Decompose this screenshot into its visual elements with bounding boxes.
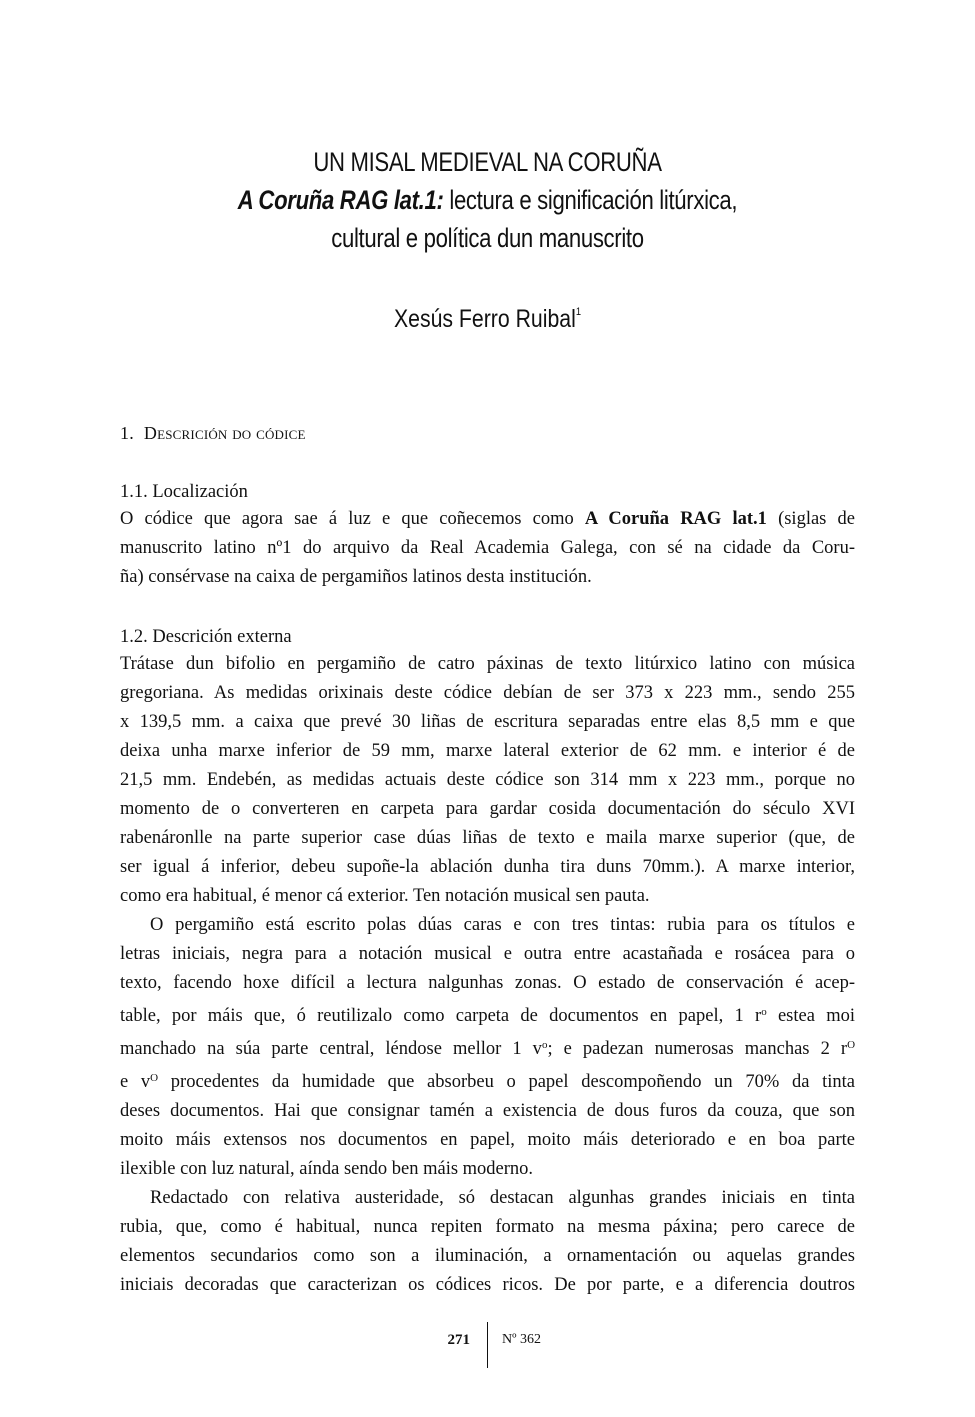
text-line: x 139,5 mm. a caixa que prevé 30 liñas de escritura separadas entre elas 8,5 mm e que: [120, 712, 855, 732]
author-name: Xesús Ferro Ruibal: [393, 305, 576, 333]
text-run: e v: [120, 1072, 151, 1092]
text-line: [120, 505, 855, 534]
superscript: o: [761, 1006, 767, 1018]
text-run: table, por máis que, ó reutilizalo como carpeta de documentos en papel, 1 r: [120, 1006, 762, 1026]
superscript: O: [150, 1072, 159, 1084]
text-line: Redactado con relativa austeridade, só destacan algunhas grandes iniciais en tinta: [150, 1188, 855, 1208]
text-line: iniciais decoradas que caracterizan os códices ricos. De por parte, e a diferencia doutros: [120, 1275, 855, 1295]
title-line-3: cultural e política dun manuscrito: [331, 223, 644, 253]
title-line-2-rest: lectura e significación litúrxica,: [443, 185, 738, 215]
manuscript-siglum: A Coruña RAG lat.1: [584, 509, 767, 529]
text-line: 21,5 mm. Endebén, as medidas actuais deste códice son 314 mm x 223 mm., porque no: [120, 770, 855, 790]
superscript: O: [847, 1039, 856, 1051]
text-line: [120, 998, 855, 1031]
text-line: letras iniciais, negra para a notación musical e outra entre acastañada e rosácea para o: [120, 944, 855, 964]
text-run: estea moi: [766, 1006, 855, 1026]
paragraph-3: [120, 1184, 855, 1300]
text-run: procedentes da humidade que absorbeu o papel descompoñendo un 70% da tinta: [158, 1072, 855, 1092]
title-line-1: UN MISAL MEDIEVAL NA CORUÑA: [313, 147, 662, 177]
text-line: ilexible con luz natural, aínda sendo ben máis moderno.: [120, 1159, 534, 1179]
text-line: rabenáronlle na parte superior case dúas liñas de texto e maila marxe superior (que, de: [120, 828, 855, 848]
text-line: deses documentos. Hai que consignar tamén a existencia de dous furos da couza, que son: [120, 1101, 855, 1121]
text-run: O códice que agora sae á luz e que coñecemos como: [120, 509, 585, 529]
title-manuscript-siglum: A Coruña RAG lat.1:: [237, 185, 444, 215]
issue-number: Nº 362: [502, 1332, 541, 1347]
superscript: o: [541, 1039, 548, 1051]
text-line: Trátase dun bifolio en pergamiño de catro páxinas de texto litúrxico latino con música: [120, 654, 855, 674]
text-run: manchado na súa parte central, léndose mellor 1 v: [120, 1039, 542, 1059]
text-line: manuscrito latino nº1 do arquivo da Real Academia Galega, con sé na cidade da Coru-: [120, 538, 855, 558]
title-line-2: [186, 181, 789, 219]
author-line: [175, 295, 800, 336]
text-line: rubia, que, como é habitual, nunca repiten formato na mesma páxina; pero carece de: [120, 1217, 855, 1237]
text-line: gregoriana. As medidas orixinais deste códice debían de ser 373 x 223 mm., sendo 255: [120, 683, 855, 703]
text-line: O pergamiño está escrito polas dúas caras e con tres tintas: rubia para os títulos e: [150, 915, 855, 935]
text-line: texto, facendo hoxe difícil a lectura nalgunhas zonas. O estado de conservación é acep-: [120, 973, 855, 993]
text-line: deixa unha marxe inferior de 59 mm, marxe lateral exterior de 62 mm. e interior é de: [120, 741, 855, 761]
text-line: moito máis extensos nos documentos en papel, moito máis deteriorado e en boa parte: [120, 1130, 855, 1150]
subsection-localizacion: [120, 479, 855, 592]
text-run: ; e padezan numerosas manchas 2 r: [547, 1039, 848, 1059]
footnote-mark[interactable]: 1: [575, 306, 582, 318]
text-line: momento de o converteren en carpeta para gardar cosida documentación do século XVI: [120, 799, 855, 819]
text-line: como era habitual, é menor cá exterior. Ten notación musical sen pauta.: [120, 886, 650, 906]
text-line: elementos secundarios como son a iluminación, a ornamentación ou aquelas grandes: [120, 1246, 855, 1266]
article-title: [120, 143, 855, 257]
page-number: 271: [447, 1332, 470, 1348]
paragraph-2: [120, 911, 855, 1184]
text-line: ña) consérvase na caixa de pergamiños latinos desta institución.: [120, 567, 592, 587]
paragraph: [120, 505, 855, 592]
section-number: 1.: [120, 423, 134, 443]
footer-divider: [487, 1322, 488, 1368]
section-heading: [120, 420, 855, 446]
subsection-heading: 1.1. Localización: [120, 482, 248, 502]
text-line: [120, 1064, 855, 1097]
text-line: [120, 1031, 855, 1064]
subsection-descricion-externa: [120, 624, 855, 1300]
text-run: (siglas de: [766, 509, 855, 529]
subsection-heading: 1.2. Descrición externa: [120, 627, 292, 647]
paragraph-1: [120, 650, 855, 911]
text-line: ser igual á inferior, debeu supoñe-la ablación dunha tira duns 70mm.). A marxe interior,: [120, 857, 855, 877]
page-footer: [0, 1322, 975, 1372]
section-title: Descrición do códice: [143, 423, 306, 443]
